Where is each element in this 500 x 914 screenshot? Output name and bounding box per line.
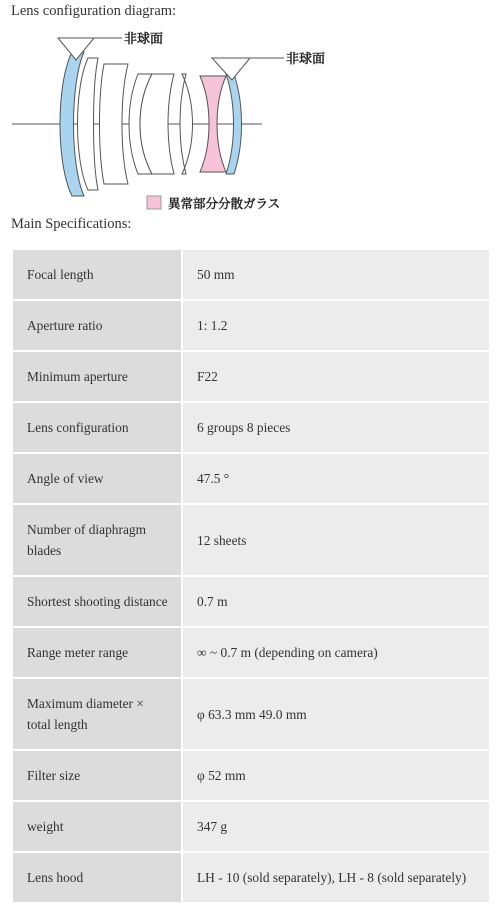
table-row xyxy=(12,576,490,627)
spec-label: Shortest shooting distance xyxy=(12,576,182,627)
table-row xyxy=(12,678,490,750)
table-row xyxy=(12,300,490,351)
spec-label: weight xyxy=(12,801,182,852)
spec-value: 347 g xyxy=(182,801,490,852)
spec-value: F22 xyxy=(182,351,490,402)
spec-label: Lens configuration xyxy=(12,402,182,453)
spec-label: Maximum diameter × total length xyxy=(12,678,182,750)
spec-label: Angle of view xyxy=(12,453,182,504)
spec-value: LH - 10 (sold separately), LH - 8 (sold separately) xyxy=(182,852,490,903)
table-row xyxy=(12,351,490,402)
legend-swatch-anomalous-glass xyxy=(147,196,161,209)
specifications-table xyxy=(11,248,491,904)
spec-label: Aperture ratio xyxy=(12,300,182,351)
spec-value: 12 sheets xyxy=(182,504,490,576)
spec-value: φ 63.3 mm 49.0 mm xyxy=(182,678,490,750)
specs-heading: Main Specifications: xyxy=(11,216,132,232)
table-row xyxy=(12,453,490,504)
aspheric-pointer-top xyxy=(58,38,94,60)
spec-value: ∞ ~ 0.7 m (depending on camera) xyxy=(182,627,490,678)
spec-label: Number of diaphragm blades xyxy=(12,504,182,576)
table-row xyxy=(12,750,490,801)
table-row xyxy=(12,504,490,576)
spec-label: Lens hood xyxy=(12,852,182,903)
spec-label: Filter size xyxy=(12,750,182,801)
aspheric-label-top: 非球面 xyxy=(124,32,164,47)
spec-value: 50 mm xyxy=(182,249,490,300)
spec-value: 6 groups 8 pieces xyxy=(182,402,490,453)
lens-configuration-diagram xyxy=(0,20,500,220)
spec-value: 47.5 ° xyxy=(182,453,490,504)
lens-element-6 xyxy=(180,74,193,174)
legend-label-anomalous-glass: 異常部分分散ガラス xyxy=(168,196,281,211)
aspheric-label-right: 非球面 xyxy=(286,52,326,67)
spec-value: φ 52 mm xyxy=(182,750,490,801)
spec-label: Range meter range xyxy=(12,627,182,678)
table-row xyxy=(12,249,490,300)
table-row xyxy=(12,801,490,852)
spec-value: 1: 1.2 xyxy=(182,300,490,351)
spec-label: Minimum aperture xyxy=(12,351,182,402)
spec-label: Focal length xyxy=(12,249,182,300)
spec-value: 0.7 m xyxy=(182,576,490,627)
table-row xyxy=(12,852,490,903)
table-row xyxy=(12,627,490,678)
diagram-heading: Lens configuration diagram: xyxy=(11,3,177,19)
table-row xyxy=(12,402,490,453)
